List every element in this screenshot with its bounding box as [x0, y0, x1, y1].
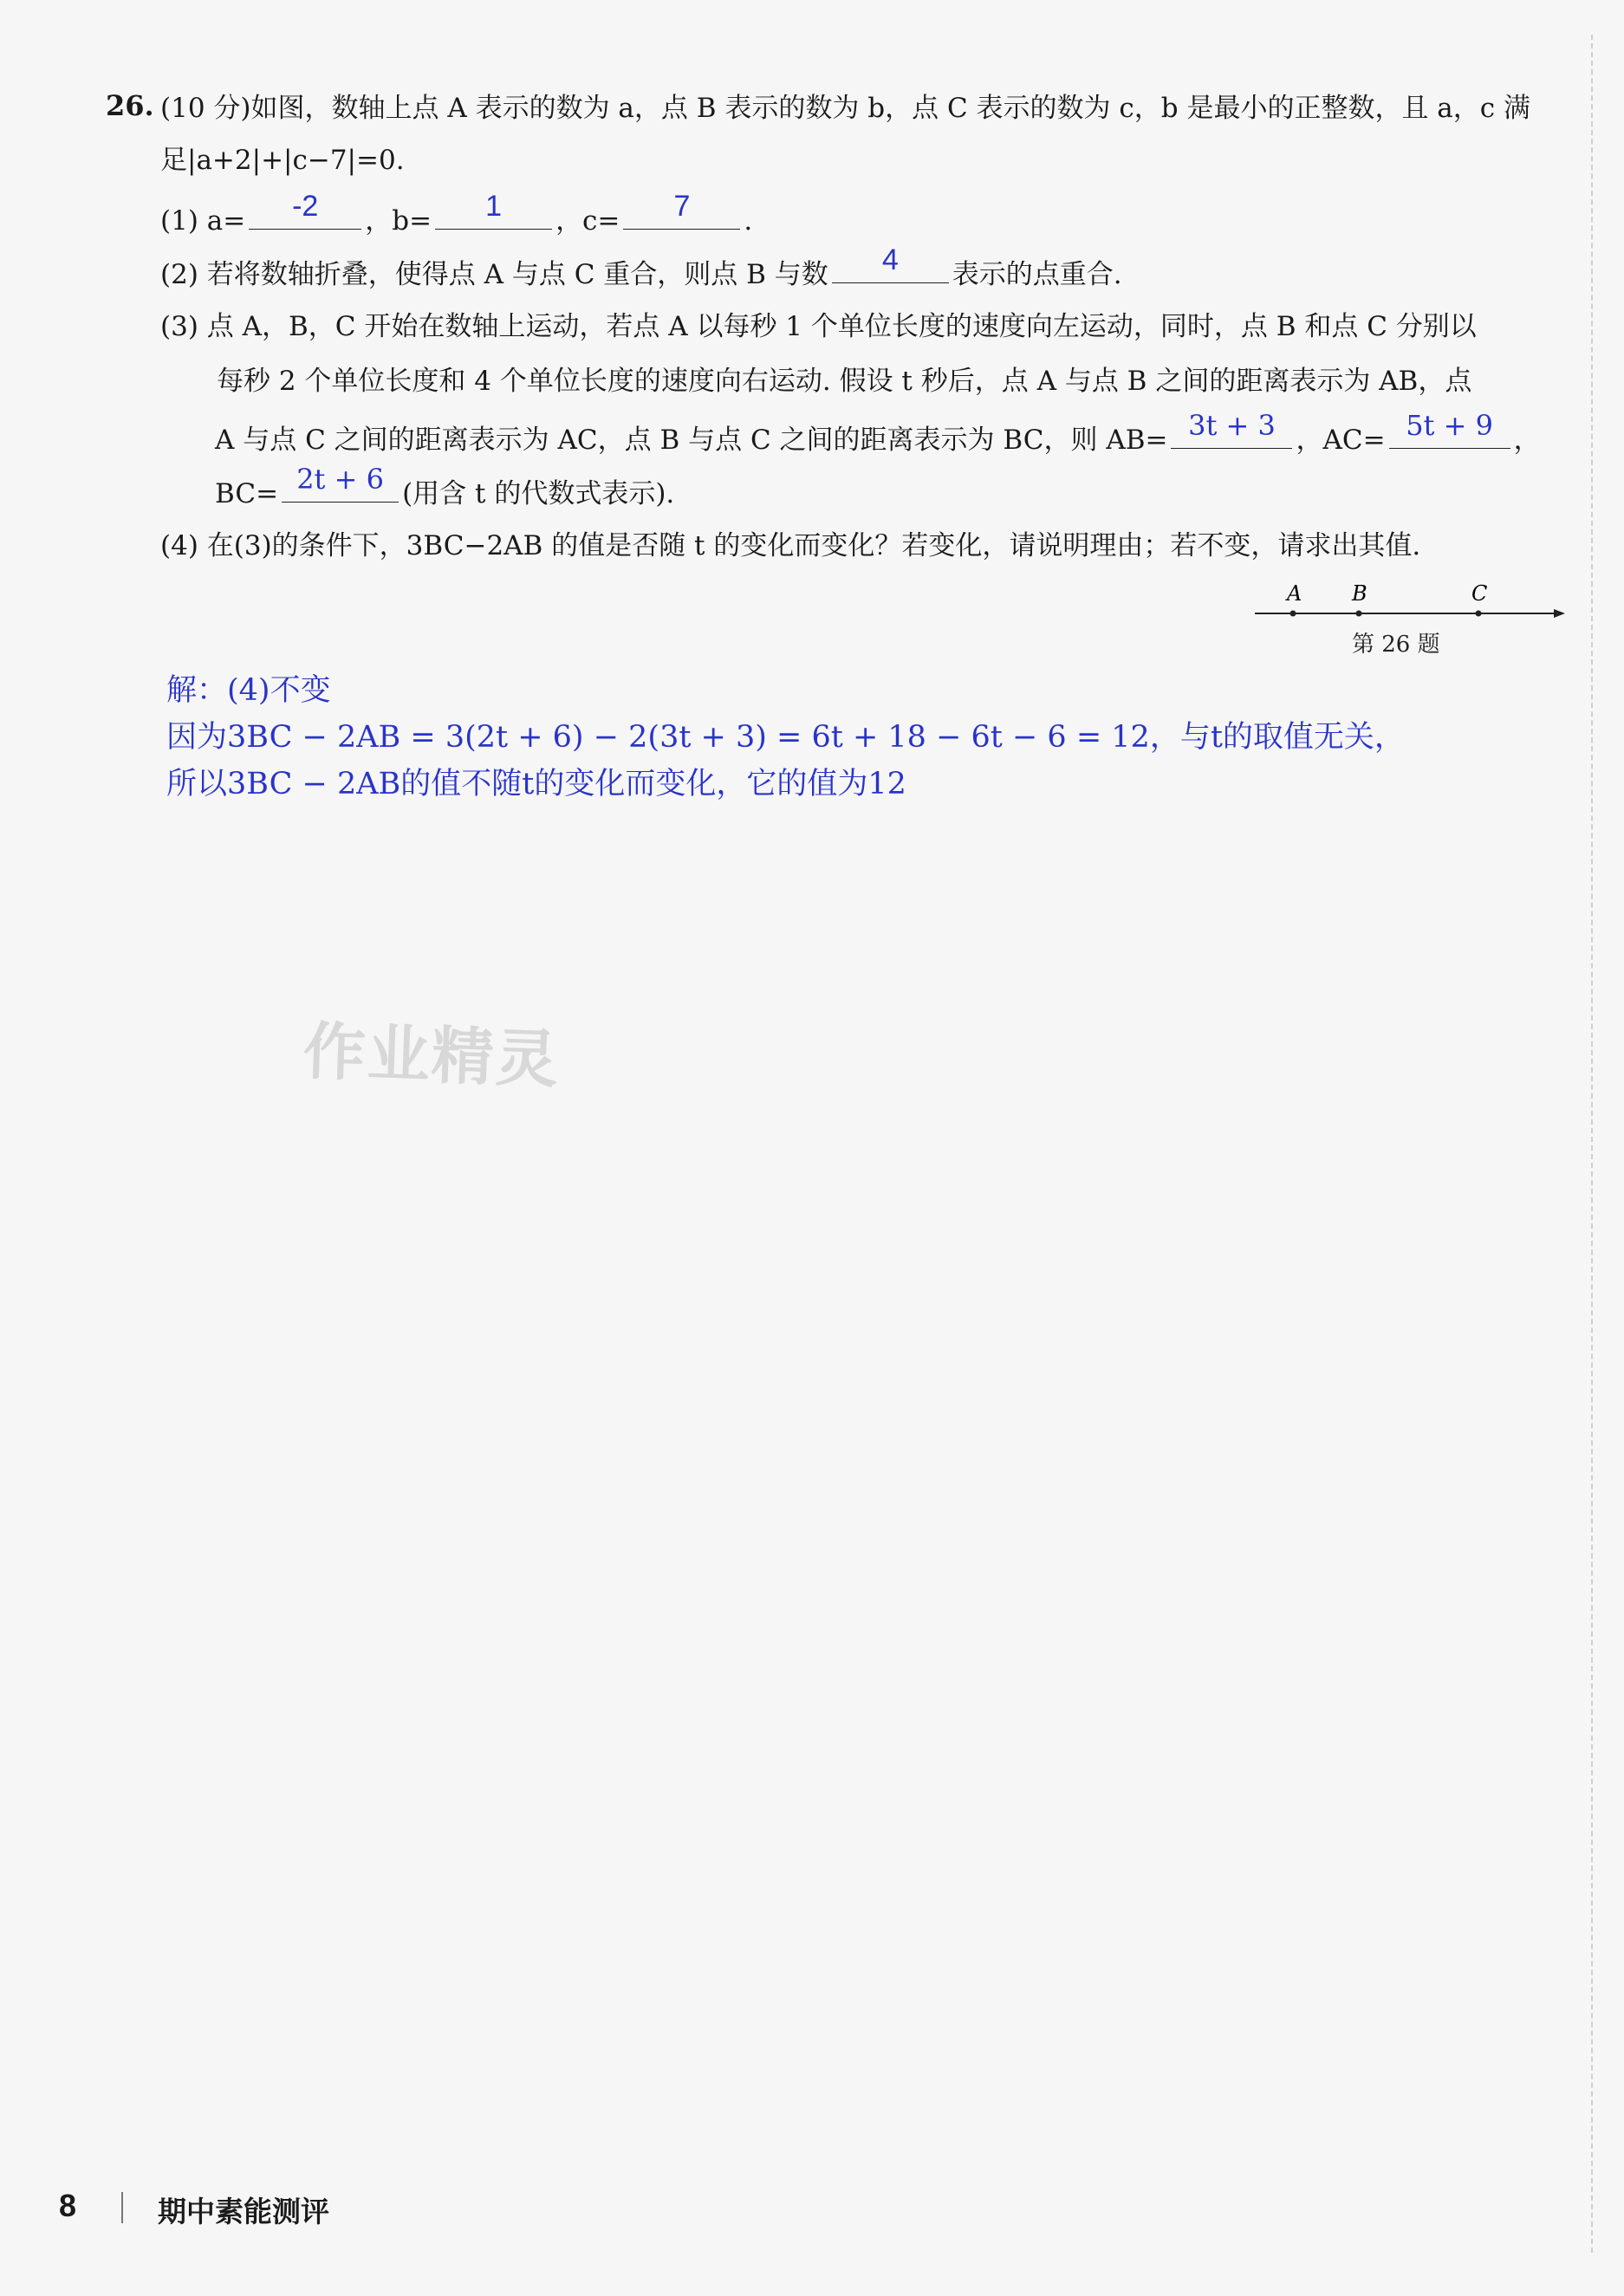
point-c-dot	[1476, 611, 1482, 617]
footer-title: 期中素能测评	[158, 2195, 329, 2228]
part-1	[160, 190, 753, 240]
margin-rule	[1591, 35, 1593, 2253]
part-1-prefix: (1) a=	[160, 205, 246, 237]
point-a-label: A	[1287, 581, 1302, 606]
part-2	[160, 243, 1122, 294]
question-intro-line-2: 足|a+2|+|c−7|=0.	[160, 145, 405, 176]
part-3-ab-label: A 与点 C 之间的距离表示为 AC，点 B 与点 C 之间的距离表示为 BC，则 AB=	[215, 425, 1168, 456]
part-3-line-3	[215, 409, 1541, 459]
solution-line-1: 解：(4)不变	[166, 673, 331, 708]
answer-fold: 4	[881, 243, 899, 276]
answer-blank-c	[623, 190, 740, 230]
answer-blank-bc	[282, 463, 399, 503]
watermark: 作业精灵	[302, 1014, 562, 1097]
answer-blank-a	[249, 190, 361, 230]
answer-blank-b	[435, 190, 552, 230]
answer-a: -2	[292, 190, 319, 223]
answer-c: 7	[673, 190, 691, 223]
answer-blank-fold	[832, 243, 949, 283]
question-number: 26.	[106, 89, 154, 122]
part-1-mid-1: ，b=	[365, 205, 432, 237]
solution-line-2: 因为3BC − 2AB = 3(2t + 6) − 2(3t + 3) = 6t + 18 − 6t − 6 = 12，与t的取值无关，	[166, 720, 1405, 755]
part-1-mid-2: ，c=	[555, 205, 620, 237]
answer-ab: 3t + 3	[1188, 409, 1276, 442]
answer-bc: 2t + 6	[296, 463, 384, 496]
page-number: 8	[59, 2188, 77, 2223]
part-2-end: 表示的点重合.	[952, 259, 1122, 290]
part-2-text: (2) 若将数轴折叠，使得点 A 与点 C 重合，则点 B 与数	[160, 259, 828, 290]
answer-ac: 5t + 9	[1406, 409, 1493, 442]
part-3-line-4	[215, 463, 675, 513]
part-3-ac-label: ，AC=	[1296, 425, 1386, 456]
part-3-line-1: (3) 点 A，B，C 开始在数轴上运动，若点 A 以每秒 1 个单位长度的速度向左运动，同时，点 B 和点 C 分别以	[160, 311, 1477, 342]
part-4: (4) 在(3)的条件下，3BC−2AB 的值是否随 t 的变化而变化？若变化，请说明理由；若不变，请求出其值.	[160, 530, 1421, 561]
part-1-end: .	[744, 205, 753, 237]
question-intro-line-1: (10 分)如图，数轴上点 A 表示的数为 a，点 B 表示的数为 b，点 C 表示的数为 c，b 是最小的正整数，且 a，c 满	[160, 93, 1530, 124]
point-c-label: C	[1471, 581, 1488, 606]
solution-line-3: 所以3BC − 2AB的值不随t的变化而变化，它的值为12	[166, 767, 906, 801]
part-3-line-2: 每秒 2 个单位长度和 4 个单位长度的速度向右运动. 假设 t 秒后，点 A 与点 B 之间的距离表示为 AB，点	[217, 366, 1472, 397]
answer-b: 1	[485, 190, 503, 223]
answer-blank-ab	[1171, 409, 1292, 449]
part-3-line-3-end: ，	[1513, 425, 1541, 456]
part-3-bc-label: BC=	[215, 478, 279, 509]
figure-caption: 第 26 题	[1352, 632, 1440, 658]
point-b-label: B	[1352, 581, 1367, 606]
point-a-dot	[1290, 611, 1296, 617]
part-3-line-4-end: (用含 t 的代数式表示).	[402, 478, 675, 509]
answer-blank-ac	[1389, 409, 1510, 449]
footer-divider	[121, 2192, 123, 2223]
point-b-dot	[1356, 611, 1362, 617]
